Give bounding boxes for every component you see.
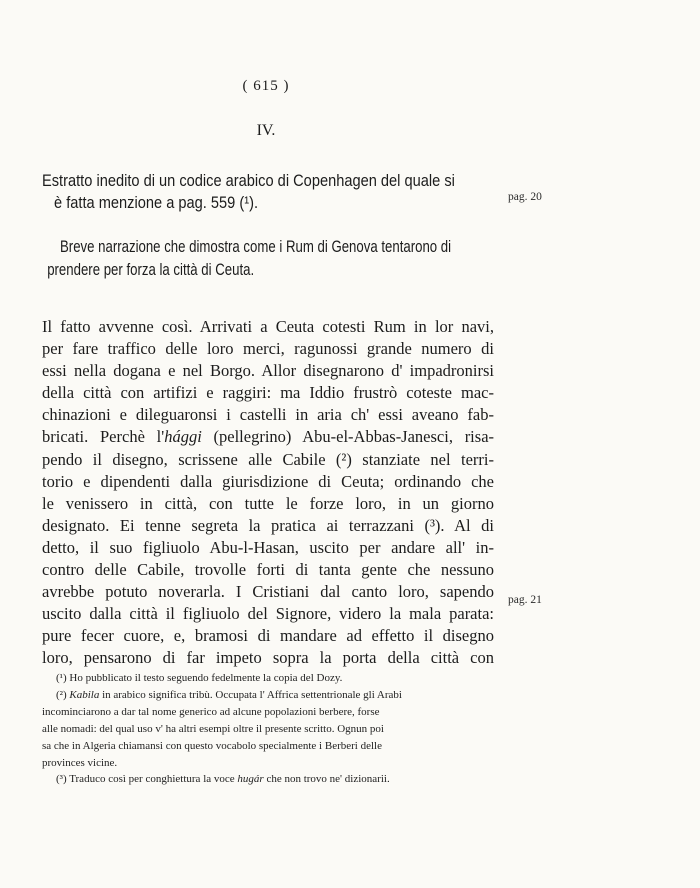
body-line: torio e dipendenti dalla giurisdizione di Ceuta; ordinando che: [42, 471, 494, 491]
footnote-2-continued: provinces vicine.: [42, 756, 118, 769]
body-line: Il fatto avvenne così. Arrivati a Ceuta cotesti Rum in lor navi,: [42, 317, 494, 336]
document-title: [42, 170, 500, 214]
body-text: [42, 316, 494, 670]
body-line: essi nella dogana e nel Borgo. Allor disegnarono d' impadronirsi: [42, 361, 494, 381]
margin-note-pag-20: pag. 20: [508, 191, 542, 203]
footnote-text: Ho pubblicato il testo seguendo fedelmente la copia del Dozy.: [69, 672, 343, 684]
body-line: detto, il suo figliuolo Abu-l-Hasan, uscito per andare all' in-: [42, 537, 494, 557]
body-line-part: bricati. Perchè l': [42, 427, 165, 447]
body-line: chinazioni e dileguaronsi i castelli in aria ch' essi aveano fab-: [42, 405, 494, 425]
footnote-2-continued: alle nomadi: del qual uso v' ha altri esempi oltre il presente scritto. Ognun poi: [42, 722, 384, 735]
subtitle-line-2: prendere per forza la città di Ceuta.: [47, 261, 255, 279]
subtitle-line-1: Breve narrazione che dimostra come i Rum di Genova tentarono di: [60, 238, 452, 256]
footnote-2-continued: sa che in Algeria chiamansi con questo vocabolo specialmente i Berberi delle: [42, 739, 382, 752]
footnote-3: [56, 771, 502, 788]
document-subtitle: [47, 236, 496, 282]
footnote-text: Traduco così per conghiettura la voce: [69, 773, 238, 786]
margin-note-pag-21: pag. 21: [508, 594, 542, 606]
footnote-mark: (²): [56, 688, 67, 701]
footnote-text: in arabico significa tribù. Occupata l' Affrica settentrionale gli Arabi: [99, 688, 402, 701]
title-line-1: Estratto inedito di un codice arabico di Copenhagen del quale si: [42, 171, 455, 190]
footnote-2-continued: incominciarono a dar tal nome generico ad alcune popolazioni berbere, forse: [42, 705, 380, 718]
body-line: pure fecer cuore, e, bramosi di mandare ad effetto il disegno: [42, 626, 494, 646]
section-number: IV.: [256, 122, 276, 139]
body-line: contro delle Cabile, trovolle forti di tanta gente che nessuno: [42, 560, 494, 580]
body-line: avrebbe potuto noverarla. I Cristiani dal canto loro, sapendo: [42, 582, 494, 602]
footnote-2: [56, 687, 502, 704]
body-line: [42, 426, 494, 448]
body-line: designato. Ei tenne segreta la pratica ai terrazzani (³). Al di: [42, 515, 494, 535]
body-line-part: (pellegrino) Abu-el-Abbas-Janesci, risa-: [201, 427, 495, 447]
body-line: loro, pensarono di far impeto sopra la porta della città con: [42, 648, 494, 668]
italic-term: hággi: [164, 427, 202, 447]
title-line-2: è fatta menzione a pag. 559 (¹).: [54, 193, 259, 212]
footnote-term: Kabila: [69, 688, 100, 701]
page-number: ( 615 ): [242, 78, 290, 94]
footnote-mark: (¹): [56, 672, 67, 684]
body-line: per fare traffico delle loro merci, ragunossi grande numero di: [42, 339, 494, 359]
footnotes: [42, 670, 502, 788]
footnote-term: hugár: [237, 773, 264, 786]
body-line: pendo il disegno, scrissene alle Cabile (²) stanziate nel terri-: [42, 449, 494, 469]
body-line: le venissero in città, con tutte le forze loro, in un giorno: [42, 493, 494, 513]
footnote-1: [56, 670, 502, 687]
footnote-text: che non trovo ne' dizionarii.: [263, 773, 390, 786]
body-line: uscito dalla città il figliuolo del Signore, videro la mala parata:: [42, 604, 494, 624]
body-line: della città con artifizi e raggiri: ma Iddio frustrò coteste mac-: [42, 383, 494, 403]
footnote-mark: (³): [56, 773, 67, 786]
